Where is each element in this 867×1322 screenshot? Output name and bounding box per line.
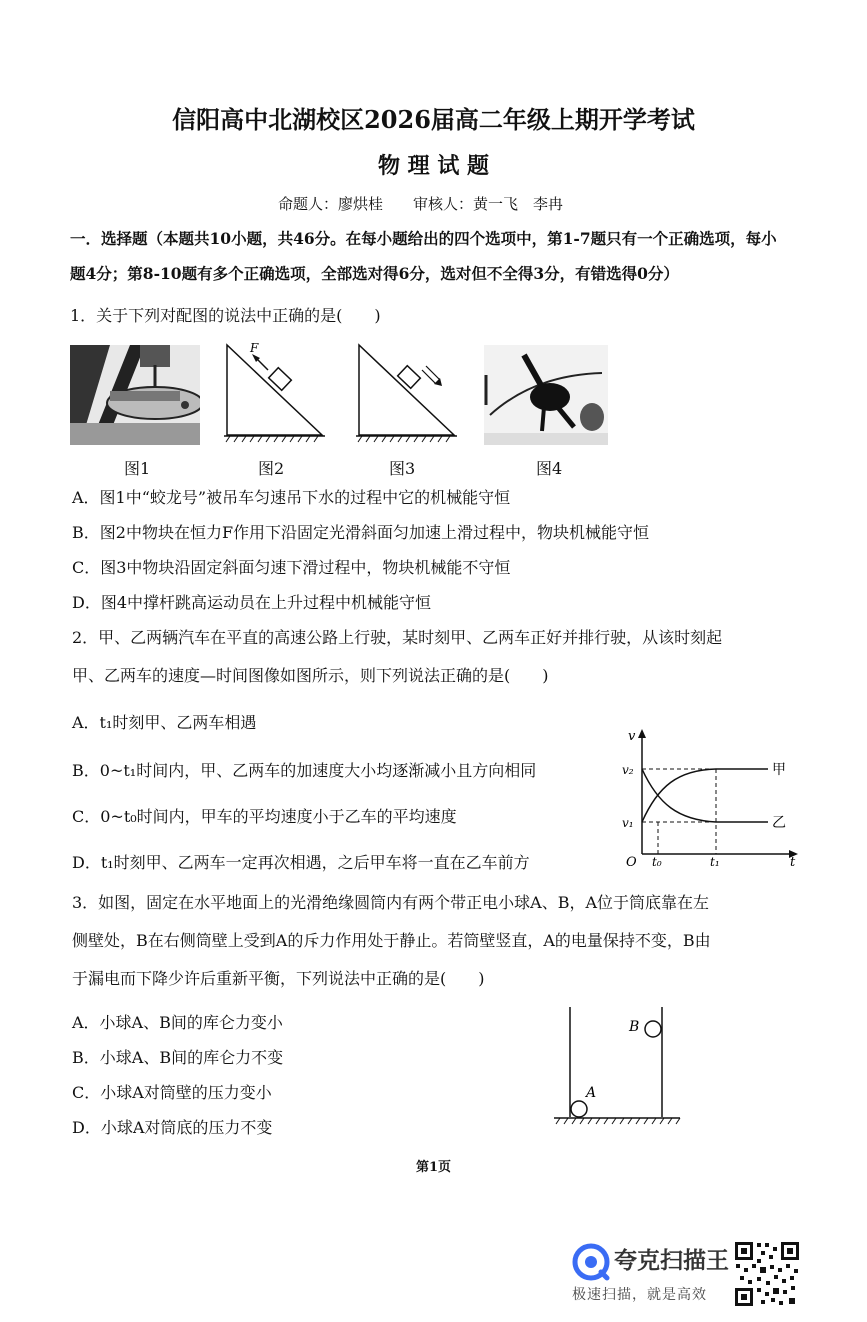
q3-option-d: D．小球A对筒底的压力不变 [72, 1118, 273, 1137]
page-number: 第1页 [415, 1160, 452, 1175]
fig4-pole-vault-photo [484, 345, 608, 445]
q3-option-a: A．小球A、B间的库仑力变小 [72, 1013, 283, 1032]
q2-option-b: B．0~t₁时间内，甲、乙两车的加速度大小均逐渐减小且方向相同 [72, 761, 537, 780]
q3-stem-line2: 侧壁处，B在右侧筒壁上受到A的斥力作用处于静止。若筒壁竖直，A的电量保持不变，B由 [72, 931, 711, 950]
force-label: F [250, 341, 259, 355]
curve-jia-label: 甲 [772, 762, 786, 778]
q1-option-d: D．图4中撑杆跳高运动员在上升过程中机械能守恒 [72, 593, 432, 612]
x-axis-label: t [790, 855, 796, 868]
fig3-label: 图3 [389, 459, 416, 478]
section-heading-line2: 题4分；第8-10题有多个正确选项，全部选对得6分，选对但不全得3分，有错选得0分） [70, 264, 679, 283]
curve-yi [642, 769, 768, 822]
q3-stem-line1: 3．如图，固定在水平地面上的光滑绝缘圆筒内有两个带正电小球A、B，A位于筒底靠在左 [72, 893, 710, 912]
watermark-brand: 夸克扫描王 [614, 1248, 729, 1274]
section-heading-line1: 一．选择题（本题共10小题，共46分。在每小题给出的四个选项中，第1-7题只有一个正确选项，每小 [70, 229, 777, 248]
v1-label: v₁ [622, 816, 634, 830]
q1-option-b: B．图2中物块在恒力F作用下沿固定光滑斜面匀加速上滑过程中，物块机械能守恒 [72, 523, 650, 542]
t0-label: t₀ [652, 855, 662, 868]
qr-code-icon [733, 1240, 801, 1308]
curve-jia [642, 769, 768, 822]
ball-a-label: A [586, 1085, 597, 1101]
exam-subtitle: 物 理 试 题 [378, 153, 489, 179]
q2-stem-line2: 甲、乙两车的速度—时间图像如图所示，则下列说法正确的是( ) [72, 666, 549, 685]
q2-stem-line1: 2．甲、乙两辆汽车在平直的高速公路上行驶，某时刻甲、乙两车正好并排行驶，从该时刻起 [72, 628, 723, 647]
fig2-label: 图2 [258, 459, 285, 478]
q2-option-d: D．t₁时刻甲、乙两车一定再次相遇，之后甲车将一直在乙车前方 [72, 853, 530, 872]
origin-label: O [626, 855, 637, 868]
ball-b-label: B [629, 1019, 640, 1035]
q3-option-b: B．小球A、B间的库仑力不变 [72, 1048, 284, 1067]
q3-stem-line3: 于漏电而下降少许后重新平衡，下列说法中正确的是( ) [72, 969, 485, 988]
t1-label: t₁ [710, 855, 720, 868]
fig4-label: 图4 [536, 459, 563, 478]
q3-cylinder-figure [550, 1005, 685, 1130]
fig1-label: 图1 [124, 459, 151, 478]
exam-title: 信阳高中北湖校区2026届高二年级上期开学考试 [172, 105, 695, 134]
quark-logo-icon [572, 1243, 610, 1281]
q2-option-c: C．0~t₀时间内，甲车的平均速度小于乙车的平均速度 [72, 807, 457, 826]
q3-option-c: C．小球A对筒壁的压力变小 [72, 1083, 272, 1102]
q1-stem: 1．关于下列对配图的说法中正确的是( ) [70, 306, 381, 325]
q1-option-a: A．图1中“蛟龙号”被吊车匀速吊下水的过程中它的机械能守恒 [72, 488, 511, 507]
fig2-incline-force [222, 340, 327, 450]
ball-b [645, 1021, 661, 1037]
q2-vt-graph [618, 726, 800, 868]
fig3-incline-sliding [354, 340, 459, 450]
y-axis-label: v [628, 729, 636, 744]
curve-yi-label: 乙 [772, 815, 786, 831]
q2-option-a: A．t₁时刻甲、乙两车相遇 [72, 713, 257, 732]
fig1-submersible-photo [70, 345, 200, 445]
ball-a [571, 1101, 587, 1117]
q1-option-c: C．图3中物块沿固定斜面匀速下滑过程中，物块机械能不守恒 [72, 558, 511, 577]
authors: 命题人：廖烘桂 审核人：黄一飞 李冉 [278, 195, 564, 213]
watermark-slogan: 极速扫描，就是高效 [572, 1287, 707, 1303]
v2-label: v₂ [622, 763, 634, 777]
